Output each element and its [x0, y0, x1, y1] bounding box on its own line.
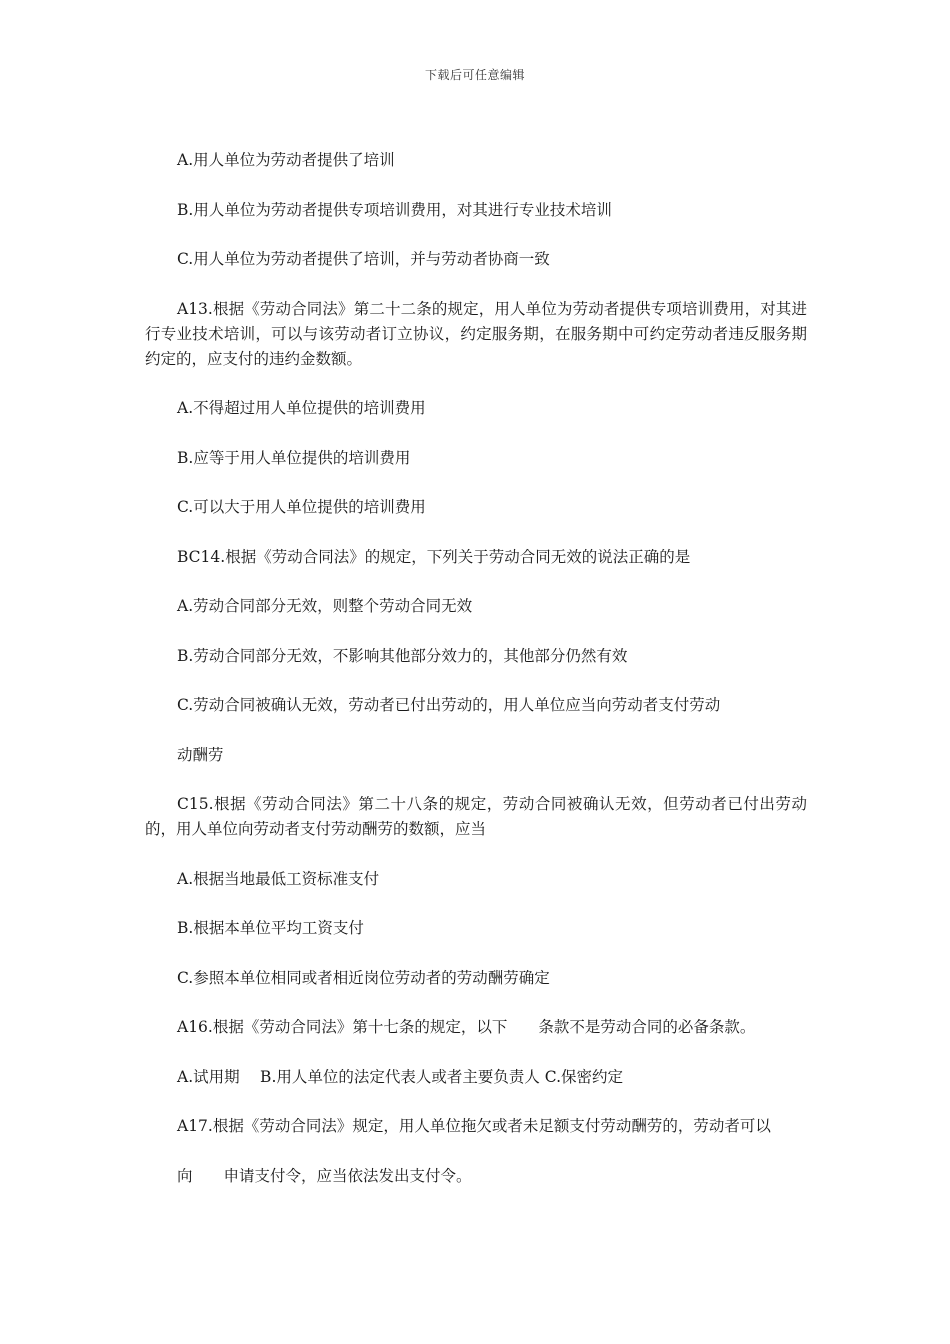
option-c-q13: C.可以大于用人单位提供的培训费用 [177, 498, 426, 516]
option-c-q14-continued: 动酬劳 [177, 745, 224, 764]
question-13: A13.根据《劳动合同法》第二十二条的规定，用人单位为劳动者提供专项培训费用，对其进行专业技术培训，可以与该劳动者订立协议，约定服务期，在服务期中可约定劳动者违反服务期约定的，应支付的违约金数额。 [145, 299, 807, 368]
option-a-q13: A.不得超过用人单位提供的培训费用 [177, 399, 426, 417]
document-body [145, 148, 807, 1213]
option-a-training: A.用人单位为劳动者提供了培训 [177, 151, 395, 169]
option-c-q15: C.参照本单位相同或者相近岗位劳动者的劳动酬劳确定 [177, 968, 550, 987]
question-16: A16.根据《劳动合同法》第十七条的规定，以下 条款不是劳动合同的必备条款。 [177, 1018, 756, 1036]
option-b-q15: B.根据本单位平均工资支付 [177, 919, 364, 937]
option-c-q14: C.劳动合同被确认无效，劳动者已付出劳动的，用人单位应当向劳动者支付劳动 [177, 696, 721, 714]
question-17-continued: 向 申请支付令，应当依法发出支付令。 [177, 1166, 472, 1185]
option-c-training: C.用人单位为劳动者提供了培训，并与劳动者协商一致 [177, 250, 550, 268]
options-q16: A.试用期 B.用人单位的法定代表人或者主要负责人 C.保密约定 [177, 1067, 624, 1086]
option-b-training: B.用人单位为劳动者提供专项培训费用，对其进行专业技术培训 [177, 200, 612, 219]
question-14: BC14.根据《劳动合同法》的规定，下列关于劳动合同无效的说法正确的是 [177, 547, 691, 566]
option-a-q15: A.根据当地最低工资标准支付 [177, 869, 380, 888]
question-17: A17.根据《劳动合同法》规定，用人单位拖欠或者未足额支付劳动酬劳的，劳动者可以 [177, 1117, 771, 1135]
option-b-q14: B.劳动合同部分无效，不影响其他部分效力的，其他部分仍然有效 [177, 646, 628, 665]
question-15: C15.根据《劳动合同法》第二十八条的规定，劳动合同被确认无效，但劳动者已付出劳动的，用人单位向劳动者支付劳动酬劳的数额，应当 [145, 795, 807, 838]
option-b-q13: B.应等于用人单位提供的培训费用 [177, 448, 411, 467]
option-a-q14: A.劳动合同部分无效，则整个劳动合同无效 [177, 597, 473, 615]
page-header: 下载后可任意编辑 [424, 68, 525, 82]
